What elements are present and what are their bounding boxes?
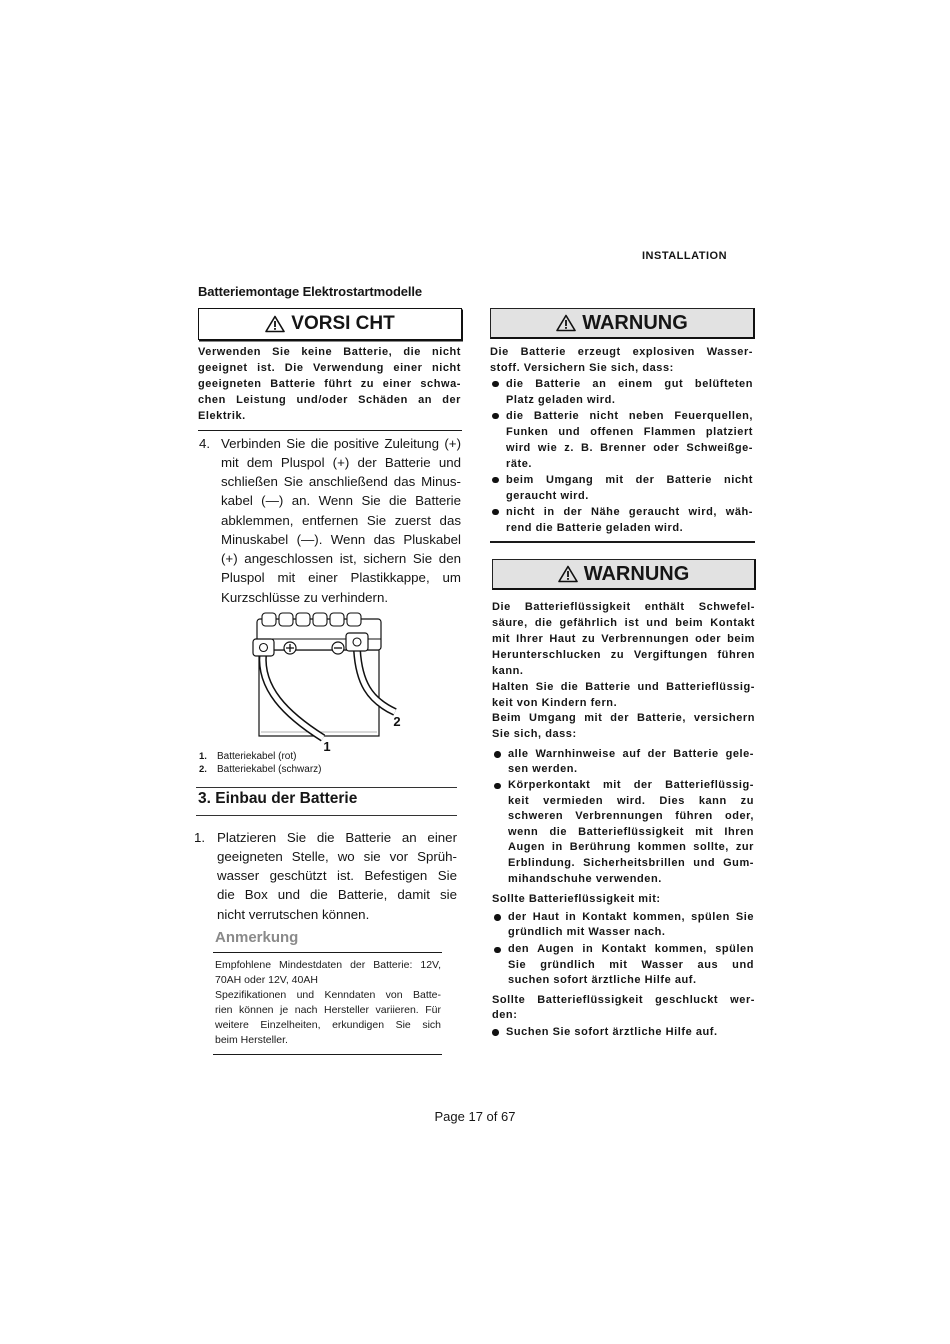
warning-2-line: Die Batterieflüssigkeit enthält Schwefel- [492, 601, 755, 613]
caution-text-line: Verwenden Sie keine Batterie, die nicht [198, 346, 461, 358]
warning-2-bullet [492, 1025, 754, 1041]
bullet-line: die Batterie an einem gut belüfteten [506, 378, 753, 390]
bullet-line: Augen in Berührung kommen sollte, zur [508, 841, 754, 854]
step-4-line: mit dem Pluspol (+) der Batterie und [221, 454, 461, 470]
warning-2-line: Halten Sie die Batterie und Batterieflüssig- [492, 681, 755, 693]
bullet-icon [494, 947, 501, 954]
figure-captions [199, 748, 321, 774]
caution-box [198, 308, 462, 340]
caution-text [198, 344, 461, 424]
step-number: 1. [194, 829, 206, 845]
step-4-line: kabel (—) an. Wenn Sie die Batterie [221, 493, 461, 509]
battery-diagram [245, 610, 410, 755]
bullet-line: sen werden. [508, 763, 578, 776]
subsection-title: Batteriemontage Elektrostartmodelle [198, 284, 423, 299]
bullet-line: Erblindung. Sicherheitsbrillen und Gum- [508, 856, 754, 869]
warning-label: WARNUNG [582, 311, 688, 334]
step-4-number [199, 434, 210, 453]
step-4-line: abklemmen, entfernen Sie zuerst das [221, 512, 461, 528]
bullet-line: der Haut in Kontakt kommen, spülen Sie [508, 910, 754, 923]
bullet-line: suchen sofort ärztliche Hilfe auf. [508, 974, 697, 987]
caution-divider [198, 430, 462, 431]
warning-2-line: Beim Umgang mit der Batterie, versichern [492, 712, 755, 724]
caution-label: VORSI CHT [291, 313, 395, 334]
warning-2-line: den: [492, 1009, 518, 1022]
note-line: 70AH oder 12V, 40AH [215, 973, 318, 986]
bullet-line: den Augen in Kontakt kommen, spülen [508, 943, 754, 955]
section-heading: 3. Einbau der Batterie [198, 790, 358, 807]
figure-caption [199, 748, 321, 761]
bullet-line: schweren Verbrennungen führen oder, [508, 810, 754, 823]
note-line: Spezifikationen und Kenndaten von Batte- [215, 988, 441, 1001]
bullet-line: Funken und offenen Flammen platziert [506, 426, 753, 438]
warning-2-paragraph [492, 993, 755, 1024]
bullet-line: mihandschuhe verwenden. [508, 872, 662, 885]
warning-2-line: keit von Kindern fern. [492, 696, 618, 709]
bullet-line: rend die Batterie geladen wird. [506, 522, 684, 534]
note-line: Empfohlene Mindestdaten der Batterie: 12V, [215, 958, 441, 971]
warning-2-line: kann. [492, 665, 524, 677]
caption-text: Batteriekabel (rot) [217, 750, 297, 762]
bullet-icon [492, 477, 499, 484]
bullet-line: Suchen Sie sofort ärztliche Hilfe auf. [506, 1025, 718, 1038]
step-1-line: wasser geschützt ist. Befestigen Sie [217, 868, 457, 884]
battery-cell-cap [262, 613, 276, 626]
caution-text-line: geeignet ist. Die Verwendung einer nicht [198, 362, 461, 374]
bullet-icon [492, 1029, 499, 1036]
note-line: beim Hersteller. [215, 1033, 288, 1046]
bullet-line: wird wie z. B. Brenner oder Schweißge- [506, 442, 753, 454]
warning-box-acid [492, 559, 756, 590]
note-line: rien können je nach Hersteller variieren. Für [215, 1003, 441, 1016]
warning-2-bullet [494, 747, 754, 778]
bullet-icon [494, 751, 501, 758]
warning-2-line: Herunterschlucken zu Vergiftungen führen [492, 649, 755, 661]
callout-1: 1 [323, 739, 331, 754]
step-4-line: Verbinden Sie die positive Zuleitung (+) [221, 435, 461, 451]
bullet-line: Platz geladen wird. [506, 394, 616, 406]
warning-1-line: stoff. Versichern Sie sich, dass: [490, 362, 674, 374]
bullet-icon [492, 413, 499, 420]
warning-2-line: mit Ihrer Haut zu Verbrennungen oder beim [492, 633, 755, 645]
warning-2-line: Sie sich, dass: [492, 727, 577, 740]
warning-1-bullet [492, 504, 753, 536]
warning-1-line: Die Batterie erzeugt explosiven Wasser- [490, 346, 753, 358]
warning-2-bullet [494, 778, 754, 887]
bullet-icon [492, 381, 499, 388]
bullet-line: wenn die Batterieflüssigkeit mit Ihren [508, 825, 754, 838]
step-4-line: Pluspol mit einer Plastikkappe, um [221, 570, 461, 586]
warning-2-line: Sollte Batterieflüssigkeit mit: [492, 893, 661, 905]
warning-2-paragraph [492, 599, 755, 679]
figure-caption [199, 761, 321, 774]
warning-2-paragraph [492, 680, 755, 711]
step-4-line: Minuskabel (—). Wenn das Pluskabel [221, 531, 461, 547]
caution-text-line: chen Leistung und/oder Schäden an der [198, 394, 461, 406]
step-1-line: die Box und die Batterie, damit sie [217, 887, 457, 903]
bullet-line: Sie gründlich mit Wasser aus und [508, 958, 754, 971]
step-number: 4. [199, 435, 211, 451]
bullet-line: Körperkontakt mit der Batterieflüssig- [508, 779, 754, 791]
step-4-line: (+) angeschlossen ist, sichern Sie den [221, 551, 461, 567]
warning-1-bullet [492, 472, 753, 504]
note-line: weitere Einzelheiten, erkundigen Sie sich [215, 1018, 441, 1031]
negative-clamp-bolt [353, 638, 361, 646]
section-heading-bottom-rule [196, 815, 457, 816]
bullet-icon [494, 783, 501, 790]
warning-2-paragraph [492, 892, 755, 908]
bullet-line: die Batterie nicht neben Feuerquellen, [506, 410, 753, 422]
caution-text-line: Elektrik. [198, 410, 246, 422]
page-number: Page 17 of 67 [434, 1109, 516, 1124]
warning-triangle-icon [265, 315, 285, 333]
warning-1-divider [490, 541, 755, 543]
section-heading-top-rule [196, 787, 457, 788]
bullet-line: gründlich mit Wasser nach. [508, 926, 666, 939]
warning-label: WARNUNG [583, 562, 690, 585]
step-1-number [194, 828, 205, 847]
bullet-line: keit vermieden wird. Dies kann zu [508, 794, 754, 807]
battery-illustration [245, 610, 410, 755]
warning-2-line: Sollte Batterieflüssigkeit geschluckt wer- [492, 993, 755, 1006]
warning-2-bullet [494, 910, 754, 941]
bullet-line: geraucht wird. [506, 490, 589, 502]
caption-text: Batteriekabel (schwarz) [217, 763, 322, 775]
note-text [215, 958, 441, 1048]
bullet-line: alle Warnhinweise auf der Batterie gele- [508, 747, 754, 760]
step-4-text [221, 434, 461, 607]
bullet-icon [492, 509, 499, 516]
step-4-line: Kurzschlüsse zu verhindern. [221, 589, 389, 605]
note-label: Anmerkung [215, 929, 299, 946]
bullet-line: nicht in der Nähe geraucht wird, wäh- [506, 506, 753, 518]
bullet-line: räte. [506, 458, 532, 470]
positive-clamp-bolt [260, 644, 268, 652]
warning-1-bullet [492, 408, 753, 472]
warning-triangle-icon [558, 565, 578, 583]
note-bottom-rule [213, 1054, 442, 1055]
step-1-line: geeigneten Stelle, wo sie vor Sprüh- [217, 848, 457, 864]
caption-number: 2. [199, 763, 207, 775]
warning-2-line: säure, die gefährlich ist und beim Kontakt [492, 617, 755, 629]
battery-cell-cap [330, 613, 344, 626]
battery-cell-cap [313, 613, 327, 626]
step-4-line: schließen Sie anschließend das Minus- [221, 474, 461, 490]
callout-2: 2 [393, 714, 401, 729]
battery-cell-cap [296, 613, 310, 626]
caption-number: 1. [199, 750, 207, 762]
step-1-line: nicht verrutschen können. [217, 906, 370, 922]
note-top-rule [213, 952, 442, 953]
warning-1-bullet [492, 376, 753, 408]
step-1-line: Platzieren Sie die Batterie an einer [217, 829, 457, 845]
step-1-text [217, 828, 457, 924]
warning-box-hydrogen [490, 308, 755, 339]
warning-2-bullet [494, 942, 754, 989]
battery-cell-cap [347, 613, 361, 626]
running-header: INSTALLATION [642, 250, 728, 262]
warning-triangle-icon [556, 314, 576, 332]
warning-1-intro [490, 344, 753, 376]
bullet-icon [494, 914, 501, 921]
bullet-line: beim Umgang mit der Batterie nicht [506, 474, 753, 486]
caution-text-line: geeigneten Batterie führt zu einer schwa- [198, 378, 461, 390]
battery-cell-cap [279, 613, 293, 626]
warning-2-paragraph [492, 711, 755, 742]
